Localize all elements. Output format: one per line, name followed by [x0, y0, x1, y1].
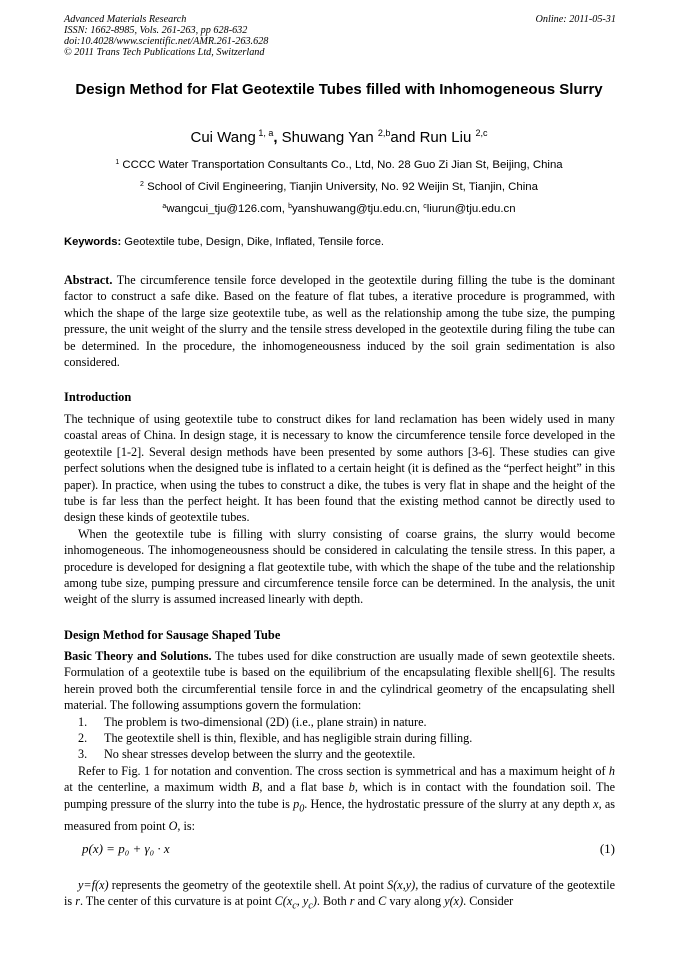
email-text: liurun@tju.edu.cn — [426, 203, 516, 215]
keywords — [64, 235, 616, 249]
doi-line: doi:10.4028/www.scientific.net/AMR.261-263.628 — [64, 36, 269, 47]
author-and: and — [390, 129, 420, 146]
author-list — [64, 128, 614, 148]
author-name: Run Liu — [419, 129, 472, 146]
copyright-line: © 2011 Trans Tech Publications Ltd, Switzerland — [64, 47, 265, 58]
online-date: Online: 2011-05-31 — [535, 14, 616, 25]
introduction-paragraph-1: The technique of using geotextile tube to construct dikes for land reclamation has been widely used in many coastal areas of China. In design stage, it is necessary to know the circumference tensile force developed in the geotextile [1-2]. Several design methods have been presented by some authors [3-6]. These studies can give perfect solutions when the designed tube is inflated to a certain height (it is defined as the “perfect height” in this paper). In practice, when using the tubes to construct a dike, the tubes is very flat in shape and the height of the tube is far less than the perfect height. It has been found that the existing method cannot be directly used to design these kinds of geotextile tubes. — [64, 412, 615, 525]
abstract-text: The circumference tensile force developed in the geotextile during filling the tube is the dominant factor to construct a safe dike. Based on the feature of flat tubes, a iterative procedure is programmed, with which the shape of the large size geotextile tube, as well as the relationship among the tube size, the pumping pressure, the unit weight of the slurry and the tensile stress developed in the geotextile during filing the tube can be determined. In the procedure, the inhomogeneousness induced by the soil grain sedimentation is also considered. — [64, 273, 615, 370]
list-item: 1. The problem is two-dimensional (2D) (i.e., plane strain) in nature. — [78, 714, 427, 729]
equation-number: (1) — [599, 841, 615, 856]
author-sup: 2,c — [475, 128, 488, 138]
keywords-text: Geotextile tube, Design, Dike, Inflated, Tensile force. — [121, 236, 385, 248]
list-item: 3. No shear stresses develop between the slurry and the geotextile. — [78, 747, 416, 762]
author-name: Cui Wang — [190, 129, 256, 146]
email-line — [64, 202, 614, 216]
email-sup: a — [162, 203, 167, 210]
affiliation-sup: 1 — [115, 159, 120, 166]
introduction-paragraph-2: When the geotextile tube is filling with slurry consisting of coarse grains, the slurry would become inhomogeneous. The inhomogeneousness should be considered in calculating the tensile stress. In this paper, a procedure is developed for designing a flat geotextile tube, with which the shape of the tube and the relationship among tube size, pumping pressure and circumference tensile force can be determined. In the analysis, the unit weight of the slurry is assumed increased linearly with depth. — [64, 526, 615, 607]
author-name: Shuwang Yan — [281, 129, 374, 146]
email-sup: b — [288, 203, 292, 210]
abstract — [64, 272, 615, 370]
equation-text: p(x) = p₀ + γ₀ · x — [82, 841, 170, 856]
design-heading: Design Method for Sausage Shaped Tube — [64, 628, 281, 642]
keywords-label: Keywords: — [64, 236, 122, 248]
geometry-paragraph: y=f(x) represents the geometry of the geotextile shell. At point S(x,y), the radius of curvature of the geotextile is r. The center of this curvature is at point $C(x_c$, $y_c$). Both r and C vary along y(x). Consider — [64, 878, 616, 912]
affiliation-1 — [64, 158, 614, 172]
assumption-list — [64, 714, 615, 763]
email-text: yanshuwang@tju.edu.cn, — [291, 203, 424, 215]
figure-reference-paragraph: Refer to Fig. 1 for notation and convention. The cross section is symmetrical and has a maximum height of h at the centerline, a maximum width B, and a flat base b, which is in contact with the foundation soil. The pumping pressure of the slurry into the tube is $p_0$. Hence, the hydrostatic pressure of the slurry at any depth x, as measured from point O, is: — [64, 763, 616, 833]
design-body — [64, 648, 615, 834]
journal-name: Advanced Materials Research — [64, 14, 187, 25]
email-sup: c — [423, 203, 427, 210]
journal-header — [64, 14, 616, 58]
basic-theory-label: Basic Theory and Solutions. — [64, 649, 212, 663]
introduction-heading: Introduction — [64, 390, 132, 404]
affiliation-sup: 2 — [140, 181, 144, 188]
author-sup: 1, a — [255, 128, 274, 138]
introduction-body — [64, 411, 615, 608]
abstract-label: Abstract. — [64, 273, 113, 287]
basic-theory-text: The tubes used for dike construction are usually made of sewn geotextile sheets. Formulation of a geotextile tube is based on the equilibrium of the encapsulating flexible shell[6]. The results herein proved both the circumferential tensile force in and the cylindrical geometry of the encapsulating shell material. The following assumptions govern the formulation: — [64, 649, 616, 713]
author-sup: 2,b — [377, 128, 391, 138]
author-separator: , — [273, 129, 278, 146]
list-item: 2. The geotextile shell is thin, flexible, and has negligible strain during filling. — [78, 731, 473, 746]
paper-title: Design Method for Flat Geotextile Tubes filled with Inhomogeneous Slurry — [75, 81, 603, 98]
affiliation-text: CCCC Water Transportation Consultants Co., Ltd, No. 28 Guo Zi Jian St, Beijing, China — [122, 159, 563, 171]
affiliation-text: School of Civil Engineering, Tianjin University, No. 92 Weijin St, Tianjin, China — [147, 181, 538, 193]
issn-line: ISSN: 1662-8985, Vols. 261-263, pp 628-632 — [64, 25, 248, 36]
email-text: wangcui_tju@126.com, — [166, 203, 289, 215]
affiliation-2 — [64, 180, 614, 194]
